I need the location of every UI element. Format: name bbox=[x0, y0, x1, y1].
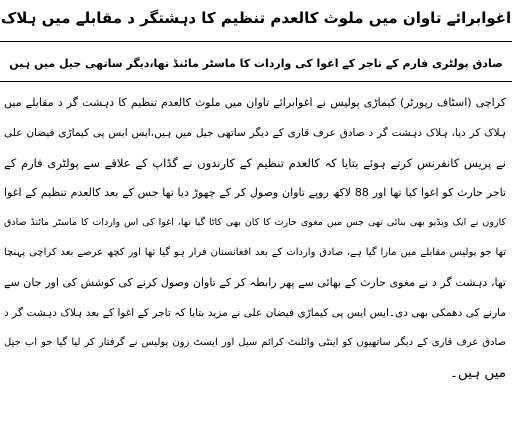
article-line: تاجر حارث کو اغوا کیا تھا اور 88 لاکھ روپے تاوان وصول کر کے چھوڑ دیا تھا جس کے بعد کالعدم تنظیم کے اغوا bbox=[4, 186, 506, 199]
article-line: صادق عرف قاری کے دیگر ساتھیوں کو اینٹی وائلنٹ کرائم سیل اور ایسٹ زون پولیس نے گرفتار کر لیا گیا جو اب جیل bbox=[4, 337, 506, 348]
article-line: تھا، دہشت گر د نے مغوی حارث کے بھائی سے پھر رابطہ کر کے تاوان وصول کرنے کی کوشش کی اور جان سے bbox=[4, 276, 506, 289]
article-line: تھا جو پولیس مقابلے میں مارا گیا ہے، صادق واردات کے بعد افغانستان فرار ہو گیا تھا اور کچھ عرصے بعد کراچی پہنچا bbox=[4, 247, 506, 258]
article-body bbox=[4, 88, 506, 388]
article-line: میں ہیں۔ bbox=[449, 365, 506, 381]
article-line: نے پریس کانفرنس کرتے ہوئے بتایا کہ کالعدم تنظیم کے کارندوں نے گڈاپ کے علاقے سے پولٹری فارم کے bbox=[4, 156, 506, 170]
article-line: ہلاک کر دیا، ہلاک دہشت گر د صادق عرف قاری کے دیگر ساتھی جیل میں ہیں،ایس ایس پی کیماڑی فیضان علی bbox=[4, 127, 506, 139]
article-line: مارنے کی دھمکی بھی دی۔ایس ایس پی کیماڑی فیضان علی نے مزید بتایا کہ تاجر کے اغوا کے بعد ہلاک دہشت گر د bbox=[4, 307, 506, 319]
article-line: کاروں نے ایک ویڈیو بھی بنائی تھی جس میں مغوی حارث کا کان بھی کاٹا گیا تھا، اغوا کی اس واردات کا ماسٹر مائنڈ صادق bbox=[4, 217, 506, 228]
headline-divider bbox=[0, 41, 512, 42]
headline-secondary: صادق پولٹری فارم کے تاجر کے اغوا کی واردات کا ماسٹر مائنڈ تھا،دیگر ساتھی جیل میں ہیں bbox=[9, 57, 503, 70]
headline-primary: اغوابرائے تاوان میں ملوث کالعدم تنظیم کا دہشتگر د مقابلے میں ہلاک bbox=[0, 9, 512, 27]
subheadline-divider bbox=[0, 81, 512, 82]
article-line: کراچی (اسٹاف رپورٹر) کیماڑی پولیس نے اغوابرائے تاوان میں ملوث کالعدم تنظیم کا دہشت گر د مقابلے میں bbox=[4, 96, 506, 109]
